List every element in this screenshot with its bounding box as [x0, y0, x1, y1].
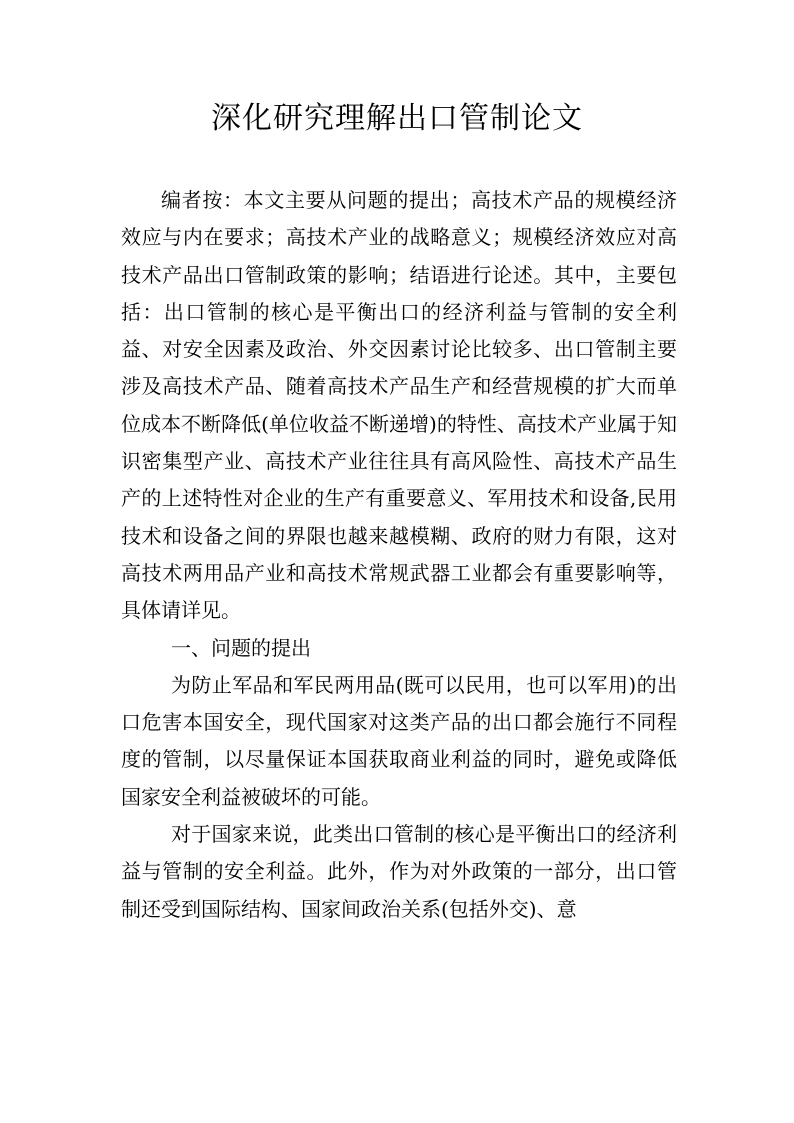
body-paragraph-1: 为防止军品和军民两用品(既可以民用，也可以军用)的出口危害本国安全，现代国家对这类产品的出口都会施行不同程度的管制，以尽量保证本国获取商业利益的同时，避免或降低国家安全利益被破坏的可能。 — [121, 672, 677, 809]
editor-note-paragraph: 编者按：本文主要从问题的提出；高技术产品的规模经济效应与内在要求；高技术产业的战略意义；规模经济效应对高技术产品出口管制政策的影响；结语进行论述。其中，主要包括：出口管制的核心是平衡出口的经济利益与管制的安全利益、对安全因素及政治、外交因素讨论比较多、出口管制主要涉及高技术产品、随着高技术产品生产和经营规模的扩大而单位成本不断降低(单位收益不断递增)的特性、高技术产业属于知识密集型产业、高技术产业往往具有高风险性、高技术产品生产的上述特性对企业的生产有重要意义、军用技术和设备,民用技术和设备之间的界限也越来越模糊、政府的财力有限，这对高技术两用品产业和高技术常规武器工业都会有重要影响等，具体请详见。 — [121, 188, 677, 623]
document-title: 深化研究理解出口管制论文 — [211, 101, 583, 136]
section-heading: 一、问题的提出 — [171, 635, 311, 660]
body-paragraph-2: 对于国家来说，此类出口管制的核心是平衡出口的经济利益与管制的安全利益。此外，作为对外政策的一部分，出口管制还受到国际结构、国家间政治关系(包括外交)、意 — [121, 822, 677, 921]
document-body — [121, 182, 677, 928]
